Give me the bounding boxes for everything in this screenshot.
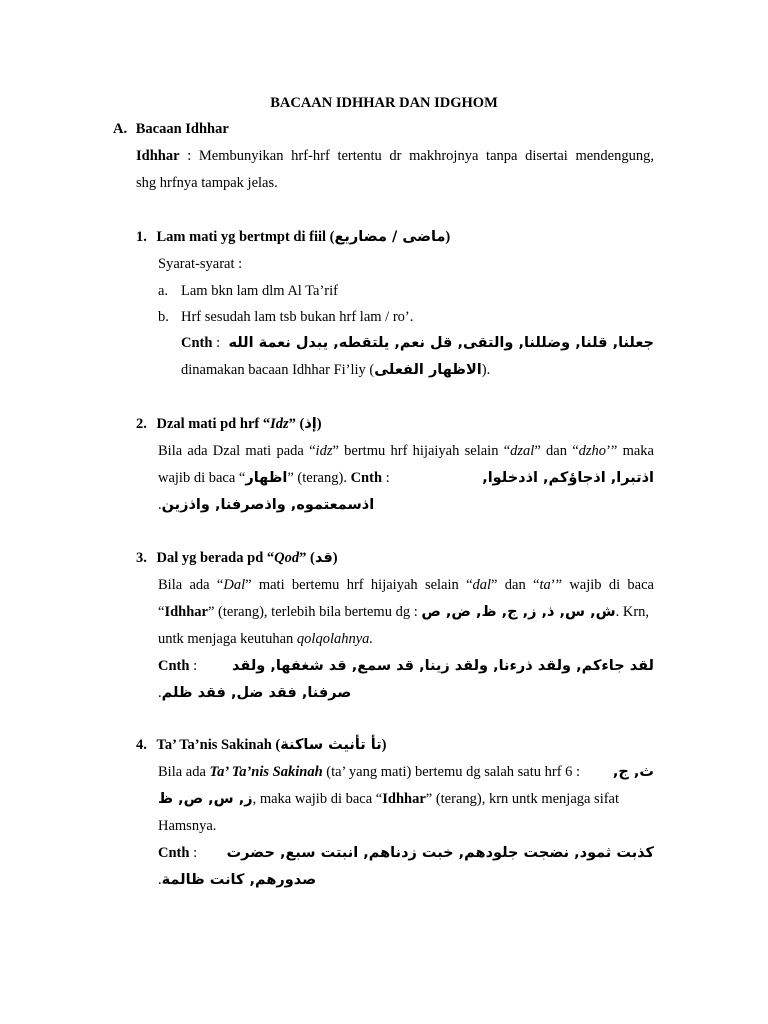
item-heading-text: Lam mati yg bertmpt di fiil (	[156, 229, 335, 245]
item-4-example: Cnth : كذبت ثمود, نضجت جلودهم, خبت زدناهم, انبتت سبع, حضرت	[158, 845, 654, 861]
item-3-line-5: صرفنا, فقد ضل, فقد ظلم.	[158, 685, 352, 701]
item-1-sub-a: a. Lam bkn lam dlm Al Ta’rif	[158, 283, 338, 299]
item-3-line-1: Bila ada “Dal” mati bertemu hrf hijaiyah selain “dal” dan “ta’” wajib di baca	[158, 577, 654, 593]
section-letter: A.	[113, 121, 128, 137]
example-label: Cnth	[181, 335, 213, 351]
item-4-line-1: Bila ada Ta’ Ta’nis Sakinah (ta’ yang mati) bertemu dg salah satu hrf 6 : ث, ج,	[158, 764, 654, 780]
item-2-heading: 2. Dzal mati pd hrf “Idz” (إذ)	[136, 416, 322, 432]
item-4-line-2: ز, س, ص, ظ, maka wajib di baca “Idhhar” (terang), krn untk menjaga sifat	[158, 791, 620, 807]
item-1-heading: 1. Lam mati yg bertmpt di fiil (ماضى / مضاريع)	[136, 229, 451, 245]
item-1-sub-b: b. Hrf sesudah lam tsb bukan hrf lam / ro’.	[158, 309, 414, 325]
item-3-line-3: untk menjaga keutuhan qolqolahnya.	[158, 631, 374, 647]
item-4-line-3: Hamsnya.	[158, 818, 217, 834]
item-4-heading: 4. Ta’ Ta’nis Sakinah (تأ تأنيث ساكنة)	[136, 737, 387, 753]
definition-line-2: shg hrfnya tampak jelas.	[136, 175, 278, 191]
item-3-heading: 3. Dal yg berada pd “Qod” (قد)	[136, 550, 338, 566]
item-1-syarat: Syarat-syarat :	[158, 256, 243, 272]
example-arabic: جعلنا, قلنا, وضللنا, والتقى, قل نعم, يلتقطه, يبدل نعمة الله	[228, 335, 654, 351]
item-heading-arabic: ماضى / مضاريع	[334, 229, 446, 245]
section-a-heading	[113, 120, 229, 138]
item-number: 1.	[136, 229, 147, 245]
definition-term: Idhhar	[136, 148, 180, 164]
item-1-named: dinamakan bacaan Idhhar Fi’liy (الاظهار الفعلى).	[181, 362, 491, 378]
item-3-example: Cnth : لقد جاءكم, ولقد ذرءنا, ولقد زينا, قد سمع, قد شغفها, ولقد	[158, 658, 654, 674]
page-title: BACAAN IDHHAR DAN IDGHOM	[270, 95, 498, 111]
definition-text: : Membunyikan hrf-hrf tertentu dr makhrojnya tanpa disertai mendengung,	[187, 148, 654, 164]
definition-line-1	[136, 147, 654, 165]
item-1-example: Cnth : جعلنا, قلنا, وضللنا, والتقى, قل نعم, يلتقطه, يبدل نعمة الله	[181, 335, 654, 351]
item-4-line-5: صدورهم, كانت ظالمة.	[158, 872, 317, 888]
item-3-line-2: “Idhhar” (terang), terlebih bila bertemu dg : ش, س, ذ, ز, ج, ظ, ض, ص. Krn,	[158, 604, 650, 620]
item-2-line-1: Bila ada Dzal mati pada “idz” bertmu hrf hijaiyah selain “dzal” dan “dzho’” maka	[158, 443, 654, 459]
item-2-line-3: اذسمعتموه, واذصرفنا, واذزين.	[158, 497, 375, 513]
item-2-line-2: wajib di baca “اظهار” (terang). Cnth : اذتبرا, اذجاؤكم, اذدخلوا,	[158, 470, 654, 486]
section-title: Bacaan Idhhar	[135, 121, 229, 137]
